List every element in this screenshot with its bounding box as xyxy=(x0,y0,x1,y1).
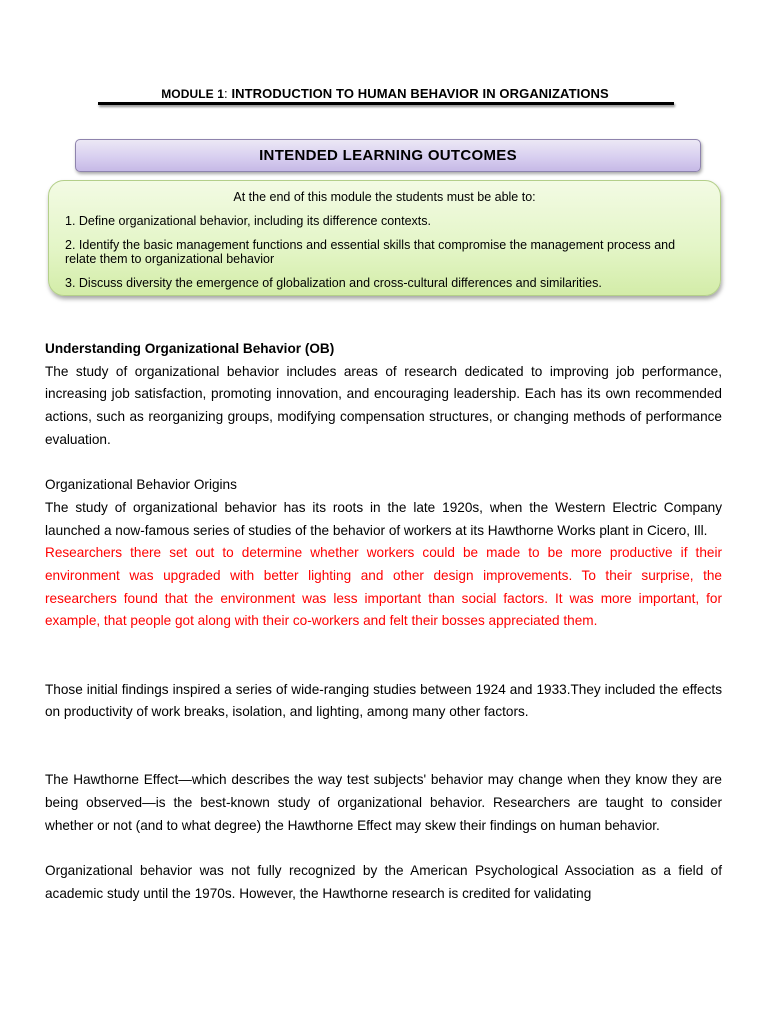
ilo-banner xyxy=(75,139,701,172)
hawthorne-paragraph: The Hawthorne Effect—which describes the way test subjects' behavior may change when they know they are being observed—is the best-known study of organizational behavior. Researchers are taught to consider whether or not (and to what degree) the Hawthorne Effect may skew their findings on human behavior. xyxy=(45,772,722,833)
section-heading-origins: Organizational Behavior Origins xyxy=(45,477,237,493)
outcome-item: 1. Define organizational behavior, including its difference contexts. xyxy=(65,214,431,228)
section-heading-ob: Understanding Organizational Behavior (OB) xyxy=(45,341,335,356)
outcome-item: 2. Identify the basic management functions and essential skills that compromise the management process and relate them to organizational behavior xyxy=(65,238,676,266)
origins-paragraph: The study of organizational behavior has its roots in the late 1920s, when the Western Electric Company launched a now-famous series of studies of the behavior of workers at its Hawthorne Works plant in Cicero, Ill. xyxy=(45,499,722,538)
document-body xyxy=(45,338,722,906)
ilo-title: INTENDED LEARNING OUTCOMES xyxy=(259,147,517,164)
module-separator: : xyxy=(224,86,232,101)
origins-highlight-paragraph: Researchers there set out to determine whether workers could be made to be more productive if their environment was upgraded with better lighting and other design improvements. To their surprise, the researchers found that the environment was less important than social factors. It was more important, for example, that people got along with their co-workers and felt their bosses appreciated them. xyxy=(45,545,722,629)
title-underline xyxy=(98,102,674,105)
module-number: MODULE 1 xyxy=(161,87,224,101)
outcome-item: 3. Discuss diversity the emergence of globalization and cross-cultural differences and similarities. xyxy=(65,276,602,290)
findings-paragraph: Those initial findings inspired a series of wide-ranging studies between 1924 and 1933.They included the effects on productivity of work breaks, isolation, and lighting, among many other factors. xyxy=(45,681,722,720)
module-title xyxy=(98,86,672,101)
outcomes-intro: At the end of this module the students must be able to: xyxy=(233,190,536,204)
module-name: INTRODUCTION TO HUMAN BEHAVIOR IN ORGANIZATIONS xyxy=(231,86,609,101)
ob-paragraph: The study of organizational behavior includes areas of research dedicated to improving job performance, increasing job satisfaction, promoting innovation, and encouraging leadership. Each has its own recommended actions, such as reorganizing groups, modifying compensation structures, or changing methods of performance evaluation. xyxy=(45,363,722,447)
learning-outcomes-box xyxy=(48,180,721,296)
apa-paragraph: Organizational behavior was not fully recognized by the American Psychological Association as a field of academic study until the 1970s. However, the Hawthorne research is credited for validating xyxy=(45,863,722,901)
